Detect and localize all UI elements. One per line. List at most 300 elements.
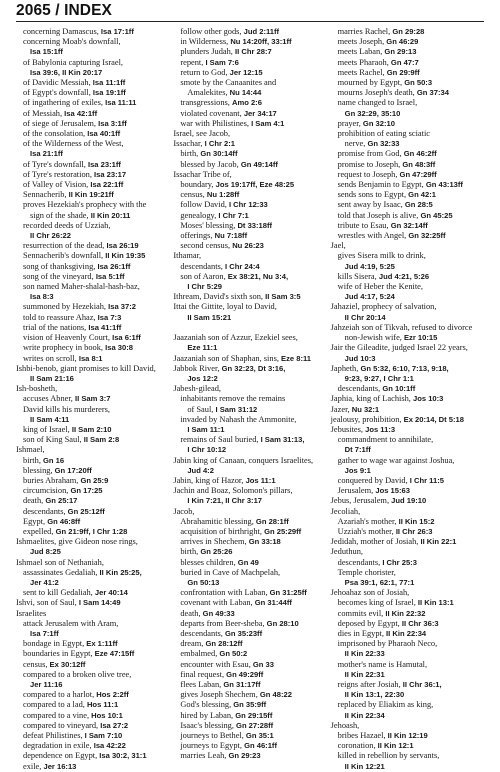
index-subentry [173,27,326,37]
index-subentry [16,415,169,425]
entry-reference: Isa 5:1ff [95,271,125,281]
entry-reference: Isa 11:11 [105,98,137,108]
entry-reference: Gn 46:29 [386,37,419,47]
index-subentry [173,78,326,88]
entry-reference: Isa 11:1ff [92,78,126,88]
entry-reference: Gn 35:1 [245,731,274,741]
entry-reference: II Chr 26:22 [30,231,71,241]
entry-text: Jaazaniah son of Azzur, Ezekiel sees, [173,333,298,343]
entry-reference: Isa 8:1 [78,353,103,363]
entry-text: gives Joseph Shechem, [180,690,260,700]
entry-reference: Gn 29:23 [228,751,261,761]
entry-text: Jael, [330,241,346,251]
entry-text: write prophecy in book, [23,343,106,353]
entry-reference: I Kin 7:21, II Chr 3:17 [187,496,263,506]
index-subentry [173,670,326,680]
index-subentry [331,486,484,496]
entry-reference: II Kin 12:19 [387,731,428,741]
entry-text: birth, [180,547,201,557]
entry-text: Israelites [16,608,47,618]
entry-text: of Tyre's downfall, [23,159,88,169]
index-subentry [16,639,169,649]
entry-reference: Hos 2:2ff [96,690,129,700]
entry-reference: Ex 20:14, Dt 5:18 [403,414,464,424]
entry-text: defeat Philistines, [23,731,85,741]
entry-reference: Gn 48:3ff [402,159,436,169]
entry-text: compared to a lad, [23,700,87,710]
index-subentry [331,149,484,159]
index-subentry [173,435,326,445]
index-entry [173,507,326,517]
entry-reference: Gn 43:13ff [425,180,463,190]
entry-reference: Isa 39:6, II Kin 20:17 [30,67,103,77]
entry-text: David kills his murderers, [23,404,110,414]
entry-reference: Isa 26:1ff [97,261,131,271]
entry-text: birth, [23,455,44,465]
page-title: 2065 / INDEX [16,2,112,19]
entry-text: Sennacherib's downfall, [23,251,106,261]
entry-text: concerning Damascus, [23,27,101,36]
entry-text: prohibition of eating sciatic [337,129,430,139]
index-subentry [173,721,326,731]
entry-reference: Jer 34:17 [243,108,277,118]
entry-reference: II Kin 13:1 [417,598,454,608]
index-subentry [16,119,169,129]
index-subentry [331,272,484,282]
entry-reference: Isa 41:1ff [88,322,122,332]
entry-text: marries Leah, [180,751,229,761]
entry-reference: Isa 21:1ff [30,149,63,159]
entry-text: second census, [180,241,233,251]
entry-reference: Gn 28:12ff [205,639,243,649]
index-subentry [16,231,169,241]
index-entry [173,251,326,261]
entry-text: of Saul, [187,404,216,414]
entry-text: Israel, see Jacob, [173,129,231,139]
index-entry [173,364,326,374]
entry-text: descendants, [23,506,68,516]
entry-text: boundaries in Egypt, [23,649,95,659]
entry-reference: 9:23, 9:27, I Chr 1:1 [344,373,414,383]
entry-reference: Gn 50:2 [219,649,248,659]
entry-reference: Eze 8:11 [281,353,312,363]
entry-text: Jabesh-gilead, [173,384,222,394]
index-subentry [173,415,326,425]
entry-text: of Davidic Messiah, [23,78,93,88]
entry-text: nerve, [344,139,368,149]
index-entry [331,547,484,557]
index-subentry [16,200,169,210]
entry-reference: Jer 12:15 [229,67,263,77]
entry-text: proves Hezekiah's prophecy with the [23,200,147,210]
entry-text: embalmed, [180,649,220,659]
index-entry [16,537,169,547]
entry-reference: Gn 46:2ff [403,149,437,159]
entry-text: Jazer, [330,404,352,414]
entry-text: Issachar, [173,139,205,149]
entry-reference: II Kin 12:1 [377,741,414,751]
index-subentry [173,119,326,129]
index-subentry [173,98,326,108]
entry-text: of Tyre's restoration, [23,169,95,179]
entry-text: Ishmaelites, give Gideon nose rings, [16,537,138,547]
entry-text: Jabin king of Canaan, conquers Israelites, [173,455,314,465]
index-subentry [331,762,484,772]
index-subentry [16,700,169,710]
index-subentry [331,527,484,537]
entry-reference: Gn 31:17ff [223,680,261,689]
entry-reference: Isa 30:2, 31:1 [99,751,147,761]
entry-text: wife of Heber the Kenite, [337,282,423,292]
entry-text: mother's name is Hamutal, [337,659,428,669]
index-subentry [331,160,484,170]
entry-text: deposed by Egypt, [337,618,402,628]
entry-text: compared to a harlot, [23,690,97,700]
index-subentry [331,139,484,149]
entry-reference: Gn 49:33 [202,608,235,618]
entry-reference: Isa 17:1ff [100,27,134,36]
entry-text: commits evil, [337,608,386,618]
entry-reference: Dt 33:18ff [237,220,273,230]
entry-text: Abrahamitic blessing, [180,516,256,526]
entry-reference: Nu 14:44 [229,88,262,98]
index-entry [173,129,326,139]
index-subentry [331,456,484,466]
index-subentry [173,241,326,251]
index-subentry [331,741,484,751]
entry-text: Egypt, [23,516,48,526]
entry-reference: Gn 28:5 [404,200,433,210]
index-subentry [16,588,169,598]
entry-text: Ishmael son of Nethaniah, [16,557,104,567]
entry-text: told that Joseph is alive, [337,210,421,220]
index-subentry [16,466,169,476]
index-subentry [331,211,484,221]
entry-text: Ithamar, [173,251,202,261]
entry-text: becomes king of Israel, [337,598,418,608]
index-subentry [16,88,169,98]
entry-reference: Isa 6:1ff [112,333,141,343]
index-subentry [16,333,169,343]
entry-reference: Gn 21:9ff, I Chr 1:28 [55,526,128,536]
entry-reference: II Sam 3:5 [265,292,301,302]
entry-text: journeys to Bethel, [180,731,246,741]
entry-text: in Wilderness, [180,37,231,47]
entry-reference: Gn 28:10 [266,618,299,628]
index-subentry [16,241,169,251]
entry-text: song of the vineyard, [23,271,96,281]
entry-text: hired by Laban, [180,710,236,720]
entry-text: coronation, [337,741,378,751]
entry-reference: II Sam 21:16 [30,373,74,383]
entry-reference: I Sam 4:1 [251,118,285,128]
entry-text: mourned by Egypt, [337,78,405,88]
entry-reference: Gn 17:25 [70,486,103,496]
index-subentry [16,211,169,221]
index-subentry [16,68,169,78]
entry-reference: II Sam 3:7 [75,394,111,404]
index-subentry [16,160,169,170]
index-subentry [173,282,326,292]
index-subentry [173,711,326,721]
entry-text: Isaac's blessing, [180,720,237,730]
entry-reference: Gn 29:15ff [235,710,273,720]
index-subentry [16,517,169,527]
index-entry [16,445,169,455]
index-subentry [173,47,326,57]
index-subentry [173,405,326,415]
entry-reference: Isa 23:1ff [87,159,121,169]
index-subentry [173,394,326,404]
index-subentry [331,670,484,680]
index-subentry [173,149,326,159]
entry-reference: I Sam 11:1 [187,424,225,434]
entry-reference: Gn 25:9 [80,475,109,485]
entry-reference: I Chr 25:3 [382,557,417,567]
entry-text: Jahzeiah son of Tikvah, refused to divorce [330,322,473,332]
index-subentry [173,619,326,629]
entry-reference: Gn 30:14ff [200,149,238,159]
index-subentry [331,374,484,384]
entry-reference: Jos 19:17ff, Eze 48:25 [215,180,295,190]
index-subentry [331,333,484,343]
index-subentry [331,731,484,741]
entry-text: recorded deeds of Uzziah, [23,220,111,230]
index-subentry [331,282,484,292]
entry-reference: I Chr 24:4 [224,261,260,271]
entry-text: descendants, [180,628,225,638]
index-subentry [173,568,326,578]
index-subentry [173,598,326,608]
index-subentry [173,558,326,568]
entry-reference: Isa 22:1ff [90,180,124,190]
index-subentry [331,568,484,578]
index-subentry [331,649,484,659]
index-subentry [173,537,326,547]
entry-reference: Gn 49:14ff [240,159,278,169]
entry-reference: II Chr 28:7 [235,47,272,57]
index-subentry [16,680,169,690]
index-subentry [331,619,484,629]
index-subentry [16,762,169,772]
entry-text: confrontation with Laban, [180,588,270,598]
entry-reference: I Sam 31:13, [260,435,305,445]
entry-text: Ittai the Gittite, loyal to David, [173,302,277,312]
index-subentry [331,221,484,231]
entry-reference: Jos 11:3 [365,424,396,434]
entry-text: blesses children, [180,557,238,567]
entry-reference: I Sam 14:49 [78,598,121,608]
index-subentry [173,660,326,670]
entry-reference: Jud 2:11ff [243,27,280,36]
entry-reference: I Chr 2:1 [204,139,236,149]
entry-text: promise from God, [337,149,404,159]
entry-reference: Gn 35:9ff [233,700,267,710]
entry-reference: Gn 35:23ff [224,628,263,638]
entry-text: plunders Judah, [180,47,235,57]
index-column-2 [173,27,326,761]
index-subentry [16,109,169,119]
entry-text: descendants, [337,557,383,567]
index-subentry [331,639,484,649]
index-subentry [331,292,484,302]
index-entry [331,507,484,517]
index-entry [331,721,484,731]
index-subentry [16,251,169,261]
entry-reference: II Chr 26:3 [395,526,433,536]
index-entry [173,292,326,302]
entry-reference: Nu 32:1 [351,404,380,414]
index-subentry [173,58,326,68]
index-subentry [173,588,326,598]
entry-text: Ishvi, son of Saul, [16,598,79,608]
entry-reference: Gn 16 [43,455,65,465]
index-subentry [331,354,484,364]
entry-reference: Ezr 10:15 [403,333,438,343]
index-subentry [331,598,484,608]
entry-text: expelled, [23,526,56,536]
entry-reference: Isa 15:1ff [30,47,63,57]
page-header [16,0,484,22]
entry-text: reigns after Josiah, [337,680,403,689]
entry-text: meets Rachel, [337,67,387,77]
entry-text: journeys to Egypt, [180,741,245,751]
entry-text: meets Joseph, [337,37,387,47]
entry-reference: Gn 29:28 [392,27,425,36]
index-subentry [16,751,169,761]
index-subentry [331,231,484,241]
index-subentry [16,578,169,588]
entry-reference: II Kin 19:35 [105,251,146,261]
entry-text: Jabin, king of Hazor, [173,475,246,485]
index-subentry [16,282,169,292]
entry-text: birth, [180,149,201,159]
entry-reference: II Kin 13:1, 22:30 [344,690,405,700]
index-subentry [173,547,326,557]
entry-reference: I Chr 12:33 [228,200,268,210]
entry-text: resurrection of the dead, [23,241,107,251]
index-entry [331,364,484,374]
entry-reference: Gn 33 [252,659,274,669]
entry-text: Jahaziel, prophecy of salvation, [330,302,437,312]
entry-reference: Isa 42:1ff [64,108,98,118]
entry-text: Azariah's mother, [337,516,399,526]
entry-text: Japhia, king of Lachish, [330,394,413,404]
entry-text: meets Pharaoh, [337,57,391,67]
entry-text: arrives in Shechem, [180,537,249,547]
entry-text: census, [180,190,207,200]
entry-text: repent, [180,57,206,67]
entry-text: Jachin and Boaz, Solomon's pillars, [173,486,293,496]
entry-reference: Gn 32:23, Dt 3:16, [221,363,286,373]
index-subentry [331,313,484,323]
entry-text: non-Jewish wife, [344,333,404,343]
index-subentry [16,272,169,282]
index-subentry [331,466,484,476]
entry-reference: Gn 49:29ff [226,669,264,679]
entry-text: son named Maher-shalal-hash-baz, [23,282,140,292]
entry-reference: Isa 3:1ff [98,118,127,128]
entry-text: Japheth, [330,363,361,373]
entry-reference: Psa 39:1, 62:1, 77:1 [344,577,415,587]
entry-reference: II Kin 22:34 [344,710,385,720]
entry-text: degradation in exile, [23,741,94,751]
index-columns [16,27,484,771]
entry-reference: II Kin 19:21ff [68,190,114,200]
index-subentry [331,27,484,37]
entry-reference: I Sam 7:6 [205,57,239,67]
index-subentry [331,609,484,619]
entry-text: Uzziah's mother, [337,526,396,536]
index-entry [331,302,484,312]
entry-reference: II Kin 15:2 [398,516,435,526]
index-subentry [331,435,484,445]
index-subentry [16,486,169,496]
index-subentry [331,190,484,200]
entry-reference: Nu 26:23 [232,241,264,251]
entry-text: killed in rebellion by servants, [337,751,440,761]
index-subentry [173,466,326,476]
index-subentry [331,751,484,761]
index-subentry [16,741,169,751]
index-subentry [331,262,484,272]
entry-text: kills Sisera, [337,271,379,281]
entry-reference: Isa 30:8 [105,343,133,353]
entry-reference: Eze 11:1 [187,343,218,353]
entry-text: Jabbok River, [173,363,222,373]
entry-text: compared to a vine, [23,710,92,720]
entry-text: sends sons to Egypt, [337,190,409,200]
index-subentry [16,476,169,486]
index-entry [331,537,484,547]
entry-reference: II Chr 36:1, [402,680,442,689]
entry-text: bribes Hazael, [337,731,388,741]
index-entry [16,598,169,608]
index-subentry [173,690,326,700]
entry-reference: II Sam 15:21 [187,312,232,322]
entry-text: request to Joseph, [337,169,400,179]
index-subentry [173,109,326,119]
entry-text: concerning Moab's downfall, [23,37,121,47]
entry-text: final request, [180,669,227,679]
entry-reference: Isa 37:2 [108,302,136,312]
index-entry [16,364,169,374]
entry-reference: Gn 37:34 [416,88,449,98]
entry-text: Temple chorister, [337,567,396,577]
entry-text: gives Sisera milk to drink, [337,251,426,261]
index-subentry [16,170,169,180]
index-subentry [16,619,169,629]
index-subentry [173,445,326,455]
index-subentry [16,129,169,139]
entry-text: violated covenant, [180,108,244,118]
entry-text: son of Aaron, [180,271,228,281]
entry-reference: Jud 4:21, 5:26 [378,271,430,281]
entry-reference: Isa 8:3 [30,292,54,302]
entry-text: genealogy, [180,210,219,220]
index-subentry [173,88,326,98]
index-subentry [331,578,484,588]
index-entry [173,139,326,149]
index-subentry [173,629,326,639]
index-entry [173,384,326,394]
index-subentry [16,547,169,557]
index-subentry [173,221,326,231]
index-subentry [173,180,326,190]
entry-text: trial of the nations, [23,322,89,332]
index-subentry [173,37,326,47]
entry-reference: Gn 31:44ff [254,598,292,608]
